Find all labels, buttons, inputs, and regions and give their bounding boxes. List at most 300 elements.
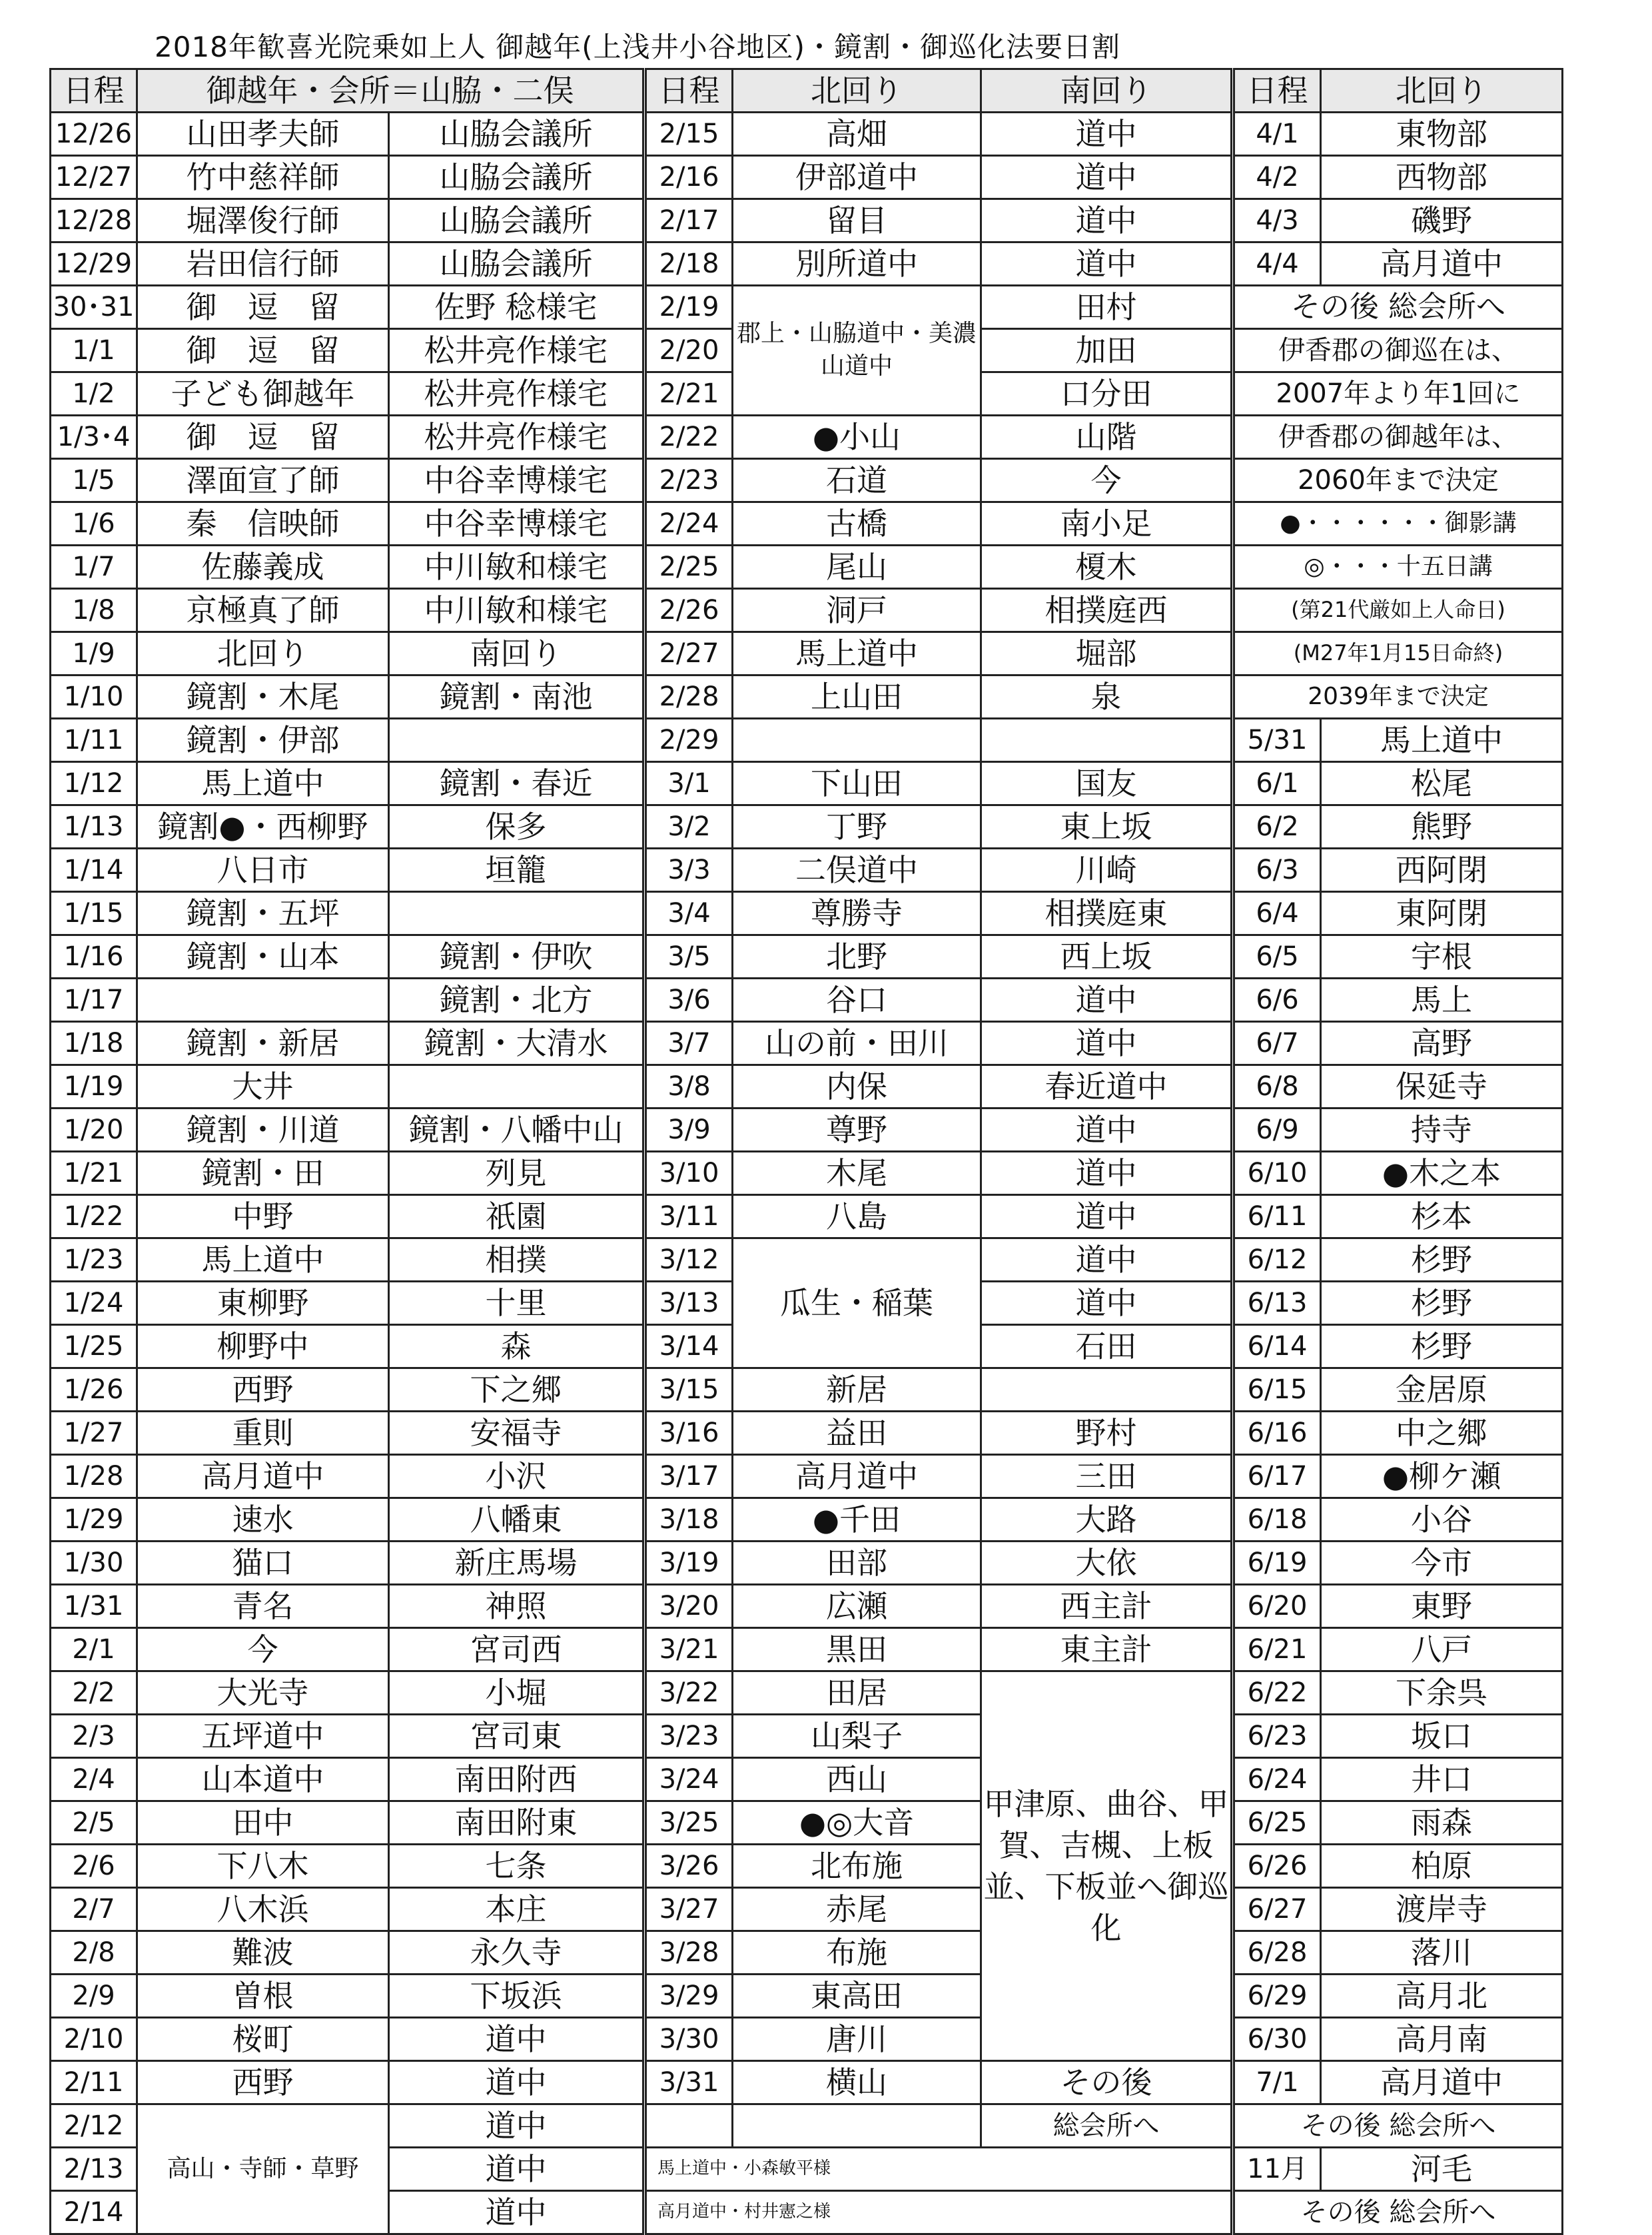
table-row [646,892,1232,935]
south-route-cell: 道中 [389,2104,643,2148]
north-route-cell: 高畑 [733,113,981,156]
table-row [646,805,1232,849]
table-row [1234,69,1563,113]
date-cell: 3/5 [646,935,733,979]
north-route-cell: 猫口 [137,1542,389,1585]
north-route-cell: 馬上道中 [137,762,389,805]
south-route-cell: 南田附東 [389,1801,643,1845]
table-row [646,1238,1232,1282]
note-cell: (M27年1月15日命終) [1234,632,1563,675]
date-cell: 3/11 [646,1195,733,1238]
date-cell: 6/23 [1234,1715,1321,1758]
table-row [1234,1671,1563,1715]
north-route-cell: 馬上道中 [137,1238,389,1282]
table-row [51,1671,643,1715]
south-route-cell: 道中 [981,1109,1232,1152]
table-row [1234,1152,1563,1195]
date-cell: 2/6 [51,1845,137,1888]
date-cell: 2/3 [51,1715,137,1758]
table-row [1234,1542,1563,1585]
venue-cell: 山脇会議所 [389,156,643,199]
south-route-cell: 相撲 [389,1238,643,1282]
date-cell: 3/28 [646,1931,733,1975]
table-row [1234,589,1563,632]
date-cell: 2/12 [51,2104,137,2148]
table-row [1234,935,1563,979]
north-route-cell: 木尾 [733,1152,981,1195]
north-route-cell: 鏡割・山本 [137,935,389,979]
north-route-cell: 谷口 [733,979,981,1022]
venue-cell: 山脇会議所 [389,199,643,242]
table-row [646,2061,1232,2104]
date-cell: 2/8 [51,1931,137,1975]
table-row [646,286,1232,329]
table-row [51,849,643,892]
north-route-cell: 西物部 [1321,156,1563,199]
north-route-cell: 尊勝寺 [733,892,981,935]
table-row [646,849,1232,892]
south-route-cell: 下坂浜 [389,1975,643,2018]
table-row [51,69,643,113]
note-cell: その後 総会所へ [1234,286,1563,329]
date-cell: 1/20 [51,1109,137,1152]
south-route-cell: 道中 [981,156,1232,199]
date-cell: 3/21 [646,1628,733,1671]
venue-cell: 松井亮作様宅 [389,372,643,416]
date-cell: 30･31 [51,286,137,329]
north-route-cell: 尊野 [733,1109,981,1152]
table-row [646,416,1232,459]
south-route-cell: 新庄馬場 [389,1542,643,1585]
north-route-cell: ●小山 [733,416,981,459]
north-route-cell: 速水 [137,1498,389,1542]
venue-cell: 中川敏和様宅 [389,589,643,632]
south-route-cell: 神照 [389,1585,643,1628]
date-cell: 1/25 [51,1325,137,1368]
north-route-cell: 雨森 [1321,1801,1563,1845]
table-row [1234,1282,1563,1325]
date-cell: 3/20 [646,1585,733,1628]
table-row [646,589,1232,632]
date-cell: 3/27 [646,1888,733,1931]
date-cell: 1/18 [51,1022,137,1065]
date-cell: 2/16 [646,156,733,199]
date-cell: 6/4 [1234,892,1321,935]
south-route-cell: 西主計 [981,1585,1232,1628]
north-route-cell: 持寺 [1321,1109,1563,1152]
table-row [1234,762,1563,805]
table-row [51,1109,643,1152]
south-route-cell: 榎木 [981,546,1232,589]
table-row [1234,1412,1563,1455]
north-route-cell: 下余呉 [1321,1671,1563,1715]
north-route-cell: 東物部 [1321,113,1563,156]
north-route-cell: 西阿閉 [1321,849,1563,892]
date-cell: 1/3･4 [51,416,137,459]
south-route-cell: 道中 [389,2018,643,2061]
table-row [51,2104,643,2148]
date-cell: 3/1 [646,762,733,805]
table-row [51,1412,643,1455]
south-route-cell: 鏡割・大清水 [389,1022,643,1065]
table-row [1234,675,1563,719]
officiant-cell: 秦 信映師 [137,502,389,546]
north-route-cell: 落川 [1321,1931,1563,1975]
date-cell: 1/24 [51,1282,137,1325]
south-route-cell: 鏡割・北方 [389,979,643,1022]
venue-cell: 松井亮作様宅 [389,329,643,372]
table-row [1234,502,1563,546]
date-cell: 6/20 [1234,1585,1321,1628]
north-route-cell: 青名 [137,1585,389,1628]
note-cell: (第21代厳如上人命日) [1234,589,1563,632]
date-cell: 1/12 [51,762,137,805]
south-route-cell: 道中 [981,1282,1232,1325]
table-row [51,589,643,632]
north-route-cell: 田部 [733,1542,981,1585]
north-route-cell: 西山 [733,1758,981,1801]
table-row [1234,1455,1563,1498]
north-route-cell: 鏡割●・西柳野 [137,805,389,849]
table-row [1234,1238,1563,1282]
table-row [1234,199,1563,242]
table-row [51,1801,643,1845]
officiant-cell: 佐藤義成 [137,546,389,589]
table-row [646,762,1232,805]
date-cell: 1/1 [51,329,137,372]
table-row [646,675,1232,719]
date-cell: 2/7 [51,1888,137,1931]
north-route-cell: ●千田 [733,1498,981,1542]
table-row [646,1065,1232,1109]
table-row [51,1931,643,1975]
table-row [1234,1022,1563,1065]
table-row [646,113,1232,156]
table-row [51,2061,643,2104]
table-row [1234,719,1563,762]
north-route-cell: 高月道中 [733,1455,981,1498]
date-cell: 6/9 [1234,1109,1321,1152]
south-route-cell: 相撲庭東 [981,892,1232,935]
date-cell: 1/10 [51,675,137,719]
north-route-cell: 保延寺 [1321,1065,1563,1109]
venue-cell: 中谷幸博様宅 [389,502,643,546]
south-route-cell: 列見 [389,1152,643,1195]
south-route-cell: 祇園 [389,1195,643,1238]
table-row [1234,1368,1563,1412]
table-row [646,1109,1232,1152]
north-route-cell: 重則 [137,1412,389,1455]
north-route-cell [733,719,981,762]
south-route-cell: 道中 [389,2191,643,2234]
table-row [51,1888,643,1931]
table-row [646,502,1232,546]
table-row [1234,979,1563,1022]
table-row [646,1585,1232,1628]
header-date: 日程 [646,69,733,113]
date-cell: 4/1 [1234,113,1321,156]
south-route-cell: 鏡割・八幡中山 [389,1109,643,1152]
date-cell: 6/28 [1234,1931,1321,1975]
south-route-cell: 石田 [981,1325,1232,1368]
south-route-cell: 南小足 [981,502,1232,546]
date-cell: 1/14 [51,849,137,892]
date-cell: 3/22 [646,1671,733,1715]
north-route-cell: 洞戸 [733,589,981,632]
date-cell: 1/7 [51,546,137,589]
table-row [1234,1931,1563,1975]
table-row [51,805,643,849]
north-route-cell: 杉野 [1321,1238,1563,1282]
date-cell: 2/13 [51,2148,137,2191]
date-cell: 4/4 [1234,242,1321,286]
north-route-cell: 山の前・田川 [733,1022,981,1065]
date-cell: 3/23 [646,1715,733,1758]
north-route-cell: 杉野 [1321,1282,1563,1325]
date-cell: 3/30 [646,2018,733,2061]
table-row [646,1368,1232,1412]
table-row [646,1412,1232,1455]
table-row [51,113,643,156]
date-cell: 1/15 [51,892,137,935]
north-route-cell: 二俣道中 [733,849,981,892]
venue-cell: 中谷幸博様宅 [389,459,643,502]
table-row [646,1628,1232,1671]
table-row [646,1671,1232,1715]
date-cell: 1/22 [51,1195,137,1238]
venue-cell: 山脇会議所 [389,113,643,156]
north-route-cell: 馬上道中 [733,632,981,675]
date-cell: 12/26 [51,113,137,156]
date-cell: 2/4 [51,1758,137,1801]
south-route-cell: 口分田 [981,372,1232,416]
north-route-cell: 別所道中 [733,242,981,286]
date-cell: 6/24 [1234,1758,1321,1801]
note-cell: ●・・・・・・御影講 [1234,502,1563,546]
south-route-cell [981,719,1232,762]
north-route-cell: 熊野 [1321,805,1563,849]
north-route-cell: 東柳野 [137,1282,389,1325]
date-cell: 2/21 [646,372,733,416]
table-row [51,1238,643,1282]
north-route-cell: 丁野 [733,805,981,849]
table-row [646,979,1232,1022]
table-row [1234,1585,1563,1628]
venue-cell: 山脇会議所 [389,242,643,286]
table-row [1234,2148,1563,2191]
south-route-cell: 鏡割・春近 [389,762,643,805]
date-cell: 6/29 [1234,1975,1321,2018]
date-cell: 3/4 [646,892,733,935]
table-row [51,1282,643,1325]
table-row [646,199,1232,242]
table-row [51,1368,643,1412]
date-cell: 3/31 [646,2061,733,2104]
north-route-cell: 黒田 [733,1628,981,1671]
south-route-cell: 垣籠 [389,849,643,892]
date-cell: 2/10 [51,2018,137,2061]
date-cell: 3/12 [646,1238,733,1282]
table-row [1234,546,1563,589]
table-row [646,632,1232,675]
south-route-cell: 泉 [981,675,1232,719]
date-cell: 3/9 [646,1109,733,1152]
officiant-cell: 御 逗 留 [137,329,389,372]
north-route-cell: 杉本 [1321,1195,1563,1238]
note-cell: その後 総会所へ [1234,2104,1563,2148]
table-row [646,156,1232,199]
date-cell: 6/21 [1234,1628,1321,1671]
table-row [51,329,643,372]
north-route-cell: 八戸 [1321,1628,1563,1671]
north-route-cell: 磯野 [1321,199,1563,242]
south-route-cell: 総会所へ [981,2104,1232,2148]
north-route-cell: 馬上 [1321,979,1563,1022]
north-route-cell: ●◎大音 [733,1801,981,1845]
table-row [646,2148,1232,2191]
north-route-cell: 鏡割・新居 [137,1022,389,1065]
north-route-cell: 鏡割・川道 [137,1109,389,1152]
date-cell: 4/2 [1234,156,1321,199]
north-route-cell: 内保 [733,1065,981,1109]
table-row [51,416,643,459]
north-route-cell: 小谷 [1321,1498,1563,1542]
table-row [51,675,643,719]
date-cell: 6/18 [1234,1498,1321,1542]
table-row [51,242,643,286]
date-cell: 1/8 [51,589,137,632]
date-cell: 3/13 [646,1282,733,1325]
south-route-cell: その後 [981,2061,1232,2104]
officiant-cell: 御 逗 留 [137,286,389,329]
south-route-cell: 甲津原、曲谷、甲賀、吉槻、上板並、下板並へ御巡化 [981,1671,1232,2061]
table-row [51,1195,643,1238]
south-route-cell: 大路 [981,1498,1232,1542]
north-route-cell: 宇根 [1321,935,1563,979]
table-row [51,372,643,416]
north-route-cell: 東阿閉 [1321,892,1563,935]
table-row [1234,113,1563,156]
north-route-cell: 西野 [137,2061,389,2104]
date-cell: 7/1 [1234,2061,1321,2104]
date-cell: 1/16 [51,935,137,979]
table-row [646,546,1232,589]
south-route-cell: 道中 [389,2148,643,2191]
table-row [1234,242,1563,286]
note-cell: 2007年より年1回に [1234,372,1563,416]
table-row [51,199,643,242]
table-row [1234,1975,1563,2018]
date-cell: 6/2 [1234,805,1321,849]
north-route-cell: 北野 [733,935,981,979]
north-route-cell: 東野 [1321,1585,1563,1628]
south-route-cell: 安福寺 [389,1412,643,1455]
north-route-cell: 金居原 [1321,1368,1563,1412]
officiant-cell: 山田孝夫師 [137,113,389,156]
south-route-cell: 田村 [981,286,1232,329]
south-route-cell: 道中 [981,1022,1232,1065]
table-row [646,1498,1232,1542]
north-route-cell: 留目 [733,199,981,242]
header-date: 日程 [1234,69,1321,113]
north-route-cell: 柳野中 [137,1325,389,1368]
date-cell: 3/17 [646,1455,733,1498]
north-route-cell: 杉野 [1321,1325,1563,1368]
north-route-cell: 五坪道中 [137,1715,389,1758]
new-year-schedule-table [49,68,644,2235]
table-row [1234,1715,1563,1758]
north-route-cell: 郡上・山脇道中・美濃山道中 [733,286,981,416]
north-route-cell: 難波 [137,1931,389,1975]
south-route-cell: 保多 [389,805,643,849]
date-cell: 1/13 [51,805,137,849]
south-route-cell: 三田 [981,1455,1232,1498]
date-cell: 2/22 [646,416,733,459]
table-row [51,892,643,935]
north-route-cell: 横山 [733,2061,981,2104]
north-route-cell: 下八木 [137,1845,389,1888]
table-row [51,156,643,199]
date-cell: 6/14 [1234,1325,1321,1368]
north-route-cell: 井口 [1321,1758,1563,1801]
officiant-cell: 竹中慈祥師 [137,156,389,199]
north-route-cell: 赤尾 [733,1888,981,1931]
date-cell: 1/17 [51,979,137,1022]
table-row [51,719,643,762]
south-route-cell: 国友 [981,762,1232,805]
north-route-cell: 瓜生・稲葉 [733,1238,981,1368]
south-route-cell: 南回り [389,632,643,675]
north-route-cell: 尾山 [733,546,981,589]
date-cell: 2/1 [51,1628,137,1671]
table-row [646,1542,1232,1585]
north-route-cell: 山梨子 [733,1715,981,1758]
south-route-cell: 道中 [981,979,1232,1022]
table-row [51,1065,643,1109]
date-cell: 3/15 [646,1368,733,1412]
date-cell: 3/14 [646,1325,733,1368]
table-row [646,2191,1232,2234]
header-north-route: 北回り [733,69,981,113]
date-cell: 6/13 [1234,1282,1321,1325]
north-route-cell: 高月南 [1321,2018,1563,2061]
south-route-cell: 道中 [981,1238,1232,1282]
south-route-cell: 西上坂 [981,935,1232,979]
date-cell: 6/11 [1234,1195,1321,1238]
north-route-cell: 高月道中 [1321,242,1563,286]
south-route-cell: 鏡割・南池 [389,675,643,719]
table-row [1234,632,1563,675]
table-row [1234,1888,1563,1931]
date-cell: 6/17 [1234,1455,1321,1498]
table-row [51,979,643,1022]
date-cell: 6/10 [1234,1152,1321,1195]
date-cell: 1/9 [51,632,137,675]
south-route-cell: 今 [981,459,1232,502]
north-route-cell: 柏原 [1321,1845,1563,1888]
date-cell: 1/5 [51,459,137,502]
note-cell: 伊香郡の御越年は、 [1234,416,1563,459]
date-cell: 1/23 [51,1238,137,1282]
north-route-cell: 北回り [137,632,389,675]
table-row [1234,1758,1563,1801]
host-note: 馬上道中・小森敏平様 [646,2148,1232,2191]
venue-cell: 松井亮作様宅 [389,416,643,459]
table-row [646,719,1232,762]
table-row [1234,1845,1563,1888]
venue-cell: 佐野 稔様宅 [389,286,643,329]
date-cell: 1/29 [51,1498,137,1542]
